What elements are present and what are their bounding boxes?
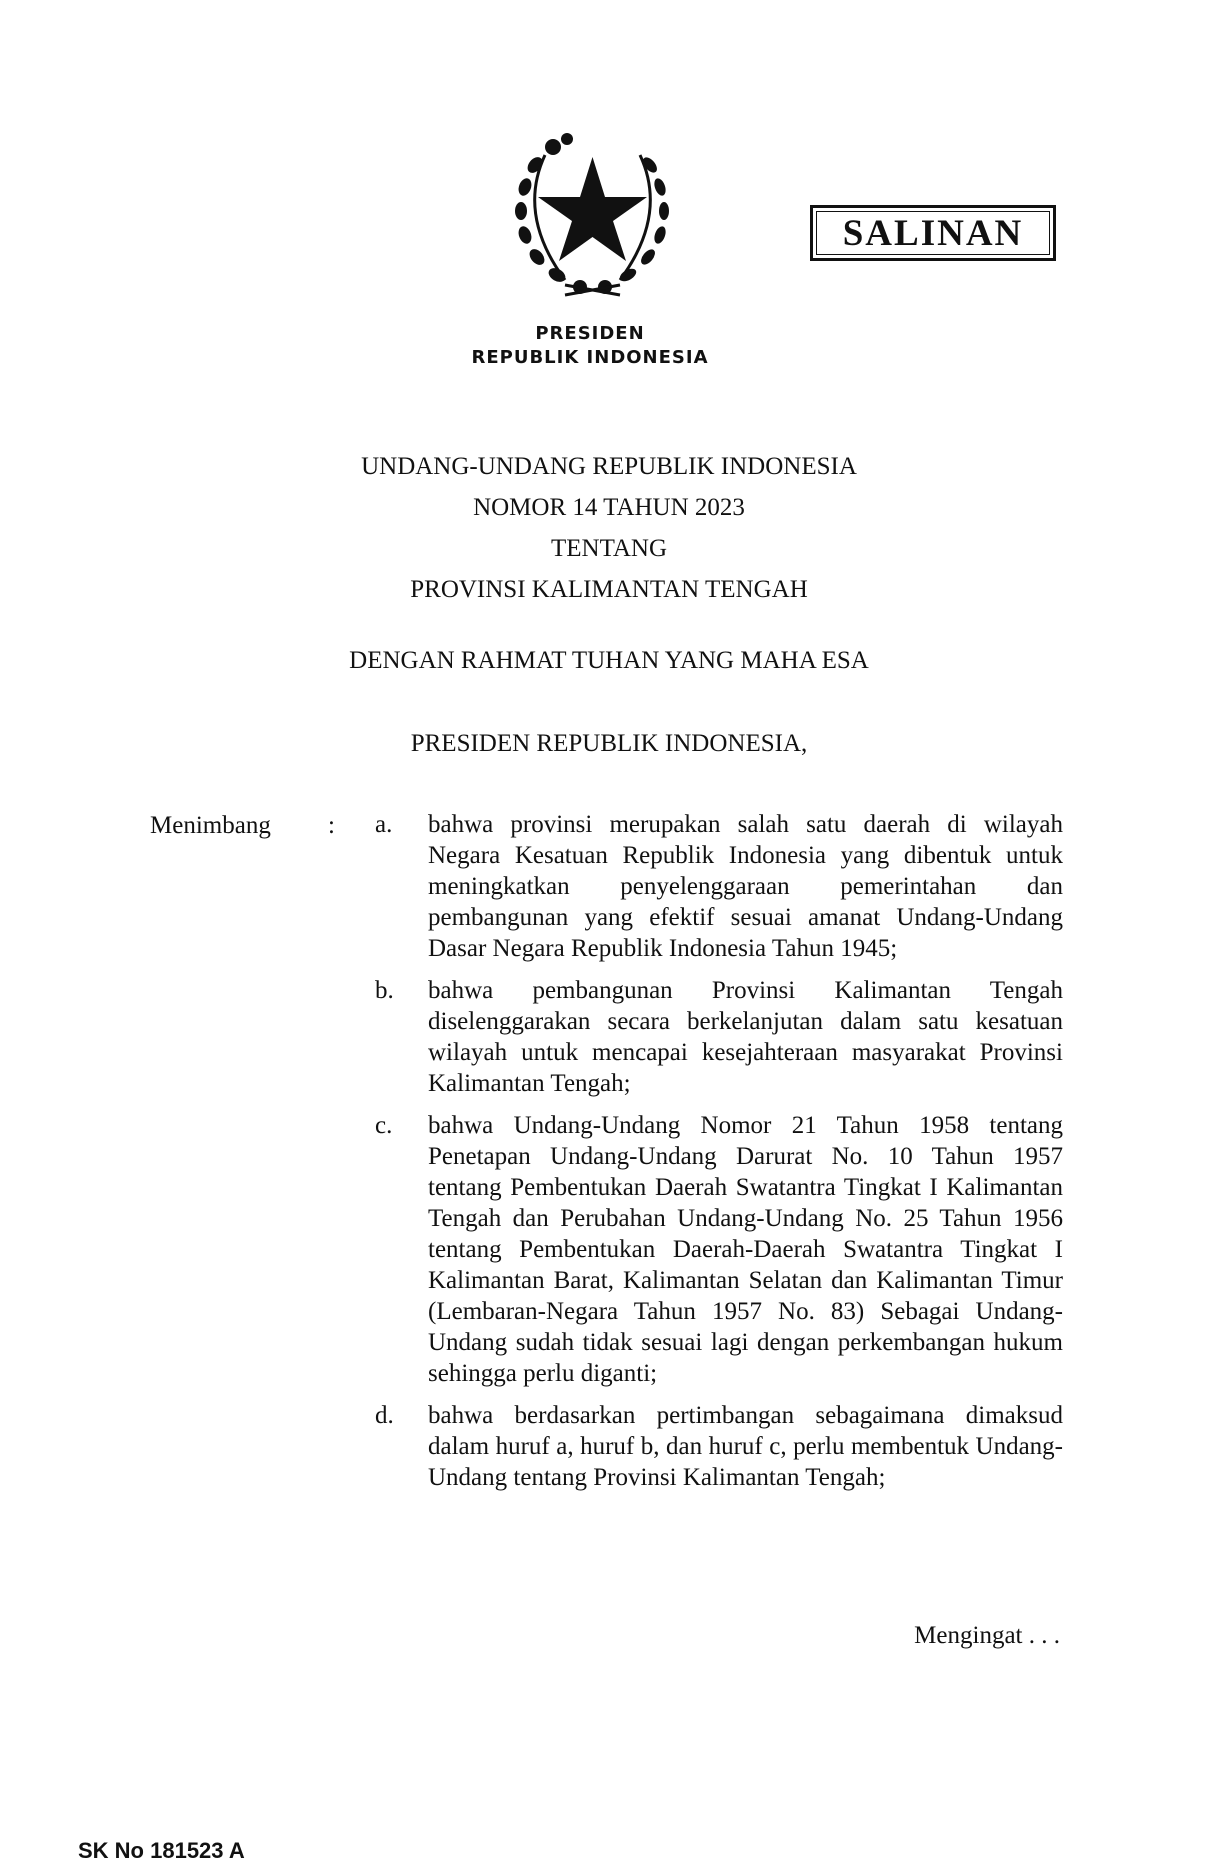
presidential-seal-icon — [505, 125, 680, 305]
item-letter: d. — [375, 1402, 394, 1429]
list-item — [375, 1110, 1063, 1389]
salinan-stamp — [810, 205, 1056, 261]
list-item — [375, 1400, 1063, 1493]
seal-caption — [440, 322, 740, 370]
document-title — [0, 446, 1218, 610]
item-letter: b. — [375, 977, 394, 1004]
invocation-line: DENGAN RAHMAT TUHAN YANG MAHA ESA — [349, 647, 869, 674]
item-text: bahwa provinsi merupakan salah satu daerah di wilayah Negara Kesatuan Republik Indonesia yang dibentuk untuk meningkatkan penyelenggaraan pemerintahan dan pembangunan yang efektif sesuai amanat Undang-Undang Dasar Negara Republik Indonesia Tahun 1945; — [428, 811, 1063, 962]
stamp-text: SALINAN — [842, 212, 1024, 254]
seal-caption-line-2: REPUBLIK INDONESIA — [471, 347, 709, 368]
item-text: bahwa berdasarkan pertimbangan sebagaimana dimaksud dalam huruf a, huruf b, dan huruf c, perlu membentuk Undang-Undang tentang Provinsi Kalimantan Tengah; — [428, 1402, 1063, 1491]
menimbang-list — [375, 809, 1063, 1504]
title-line-4: PROVINSI KALIMANTAN TENGAH — [410, 576, 808, 603]
item-text: bahwa Undang-Undang Nomor 21 Tahun 1958 tentang Penetapan Undang-Undang Darurat No. 10 Tahun 1957 tentang Pembentukan Daerah Swatantra Tingkat I Kalimantan Tengah dan Perubahan Undang-Undang No. 25 Tahun 1956 tentang Pembentukan Daerah-Daerah Swatantra Tingkat I Kalimantan Barat, Kalimantan Selatan dan Kalimantan Timur (Lembaran-Negara Tahun 1957 No. 83) Sebagai Undang-Undang sudah tidak sesuai lagi dengan perkembangan hukum sehingga perlu diganti; — [428, 1112, 1063, 1387]
item-letter: c. — [375, 1112, 393, 1139]
item-text: bahwa pembangunan Provinsi Kalimantan Tengah diselenggarakan secara berkelanjutan dalam satu kesatuan wilayah untuk mencapai kesejahteraan masyarakat Provinsi Kalimantan Tengah; — [428, 977, 1063, 1097]
item-letter: a. — [375, 811, 393, 838]
presiden-line: PRESIDEN REPUBLIK INDONESIA, — [410, 730, 808, 757]
title-line-1: UNDANG-UNDANG REPUBLIK INDONESIA — [361, 453, 857, 480]
next-page-catchword: Mengingat . . . — [914, 1622, 1060, 1649]
list-item — [375, 975, 1063, 1099]
title-line-2: NOMOR 14 TAHUN 2023 — [473, 494, 745, 521]
menimbang-colon: : — [328, 812, 335, 839]
title-line-3: TENTANG — [550, 535, 668, 562]
menimbang-label: Menimbang — [150, 812, 271, 839]
sk-number: SK No 181523 A — [78, 1838, 245, 1863]
seal-caption-line-1: PRESIDEN — [535, 323, 645, 344]
list-item — [375, 809, 1063, 964]
